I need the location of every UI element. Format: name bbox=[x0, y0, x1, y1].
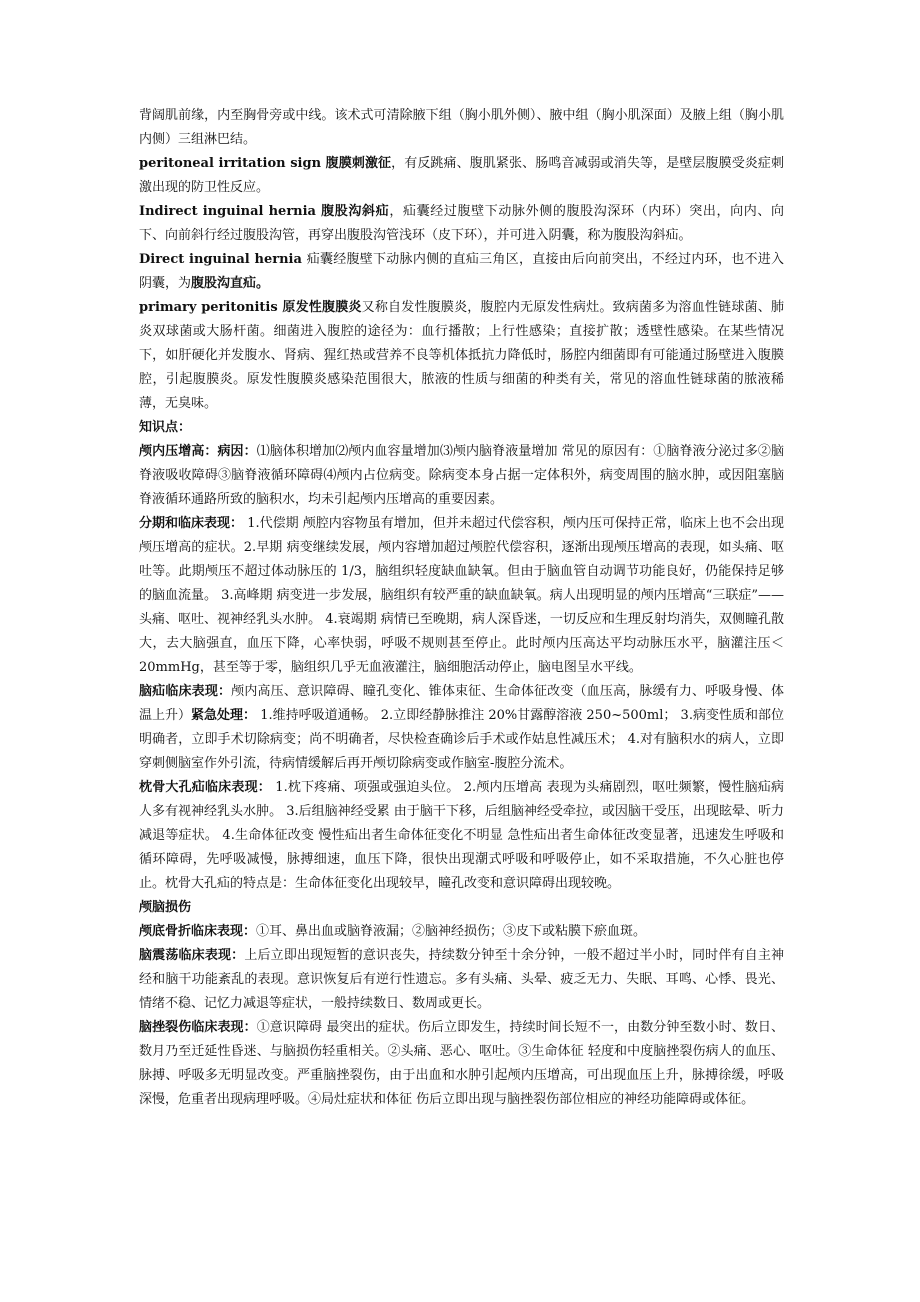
paragraph-brain-herniation: 脑疝临床表现：颅内高压、意识障碍、瞳孔变化、锥体束征、生命体征改变（血压高，脉缓有力、呼吸身慢、体温上升）紧急处理： 1.维持呼吸道通畅。 2.立即经静脉推注 20%甘露醇溶液 250~500ml； 3.病变性质和部位明确者，立即手术切除病变；尚不明确者，尽快检查确诊后手术或作姑息性减压术； 4.对有脑积水的病人，立即穿刺侧脑室作外引流，待病情缓解后再开颅切除病变或作脑室-腹腔分流术。 bbox=[139, 684, 784, 771]
term-heading: 颅底骨折临床表现： bbox=[139, 924, 257, 939]
term-heading: 枕骨大孔疝临床表现： bbox=[139, 780, 271, 795]
term-heading: 脑疝临床表现： bbox=[139, 684, 232, 699]
paragraph-peritoneal-irritation: peritoneal irritation sign 腹膜刺激征，有反跳痛、腹肌紧张、肠鸣音减弱或消失等，是壁层腹膜受炎症刺激出现的防卫性反应。 bbox=[139, 156, 784, 195]
term-heading: Indirect inguinal hernia 腹股沟斜疝 bbox=[139, 204, 390, 219]
term-heading: 脑挫裂伤临床表现： bbox=[139, 1020, 257, 1035]
term-heading: peritoneal irritation sign 腹膜刺激征 bbox=[139, 156, 392, 171]
paragraph-axillary-nodes: 背阔肌前缘，内至胸骨旁或中线。该术式可清除腋下组（胸小肌外侧）、腋中组（胸小肌深面）及腋上组（胸小肌内侧）三组淋巴结。 bbox=[139, 108, 784, 147]
section-knowledge-points: 知识点： bbox=[139, 420, 192, 435]
term-heading: 分期和临床表现： bbox=[139, 516, 244, 531]
term-heading: 颅内压增高：病因： bbox=[139, 444, 257, 459]
paragraph-direct-hernia: Direct inguinal hernia 疝囊经腹壁下动脉内侧的直疝三角区，直接由后向前突出，不经过内环，也不进入阴囊，为腹股沟直疝。 bbox=[139, 252, 784, 291]
paragraph-primary-peritonitis: primary peritonitis 原发性腹膜炎又称自发性腹膜炎，腹腔内无原发性病灶。致病菌多为溶血性链球菌、肺炎双球菌或大肠杆菌。细菌进入腹腔的途径为：血行播散；上行性感染；直接扩散；透壁性感染。在某些情况下，如肝硬化并发腹水、肾病、猩红热或营养不良等机体抵抗力降低时，肠腔内细菌即有可能通过肠壁进入腹膜腔，引起腹膜炎。原发性腹膜炎感染范围很大，脓液的性质与细菌的种类有关，常见的溶血性链球菌的脓液稀薄，无臭味。 bbox=[139, 300, 784, 411]
paragraph-icp-causes: 颅内压增高：病因：⑴脑体积增加⑵颅内血容量增加⑶颅内脑脊液量增加 常见的原因有：①脑脊液分泌过多②脑脊液吸收障碍③脑脊液循环障碍⑷颅内占位病变。除病变本身占据一定体积外，病变周围的脑水肿，或因阻塞脑脊液循环通路所致的脑积水，均未引起颅内压增高的重要因素。 bbox=[139, 444, 784, 507]
paragraph-contusion: 脑挫裂伤临床表现：①意识障碍 最突出的症状。伤后立即发生，持续时间长短不一，由数分钟至数小时、数日、数月乃至迁延性昏迷、与脑损伤轻重相关。②头痛、恶心、呕吐。③生命体征 轻度和中度脑挫裂伤病人的血压、脉搏、呼吸多无明显改变。严重脑挫裂伤，由于出血和水肿引起颅内压增高，可出现血压上升，脉搏徐缓，呼吸深慢，危重者出现病理呼吸。④局灶症状和体征 伤后立即出现与脑挫裂伤部位相应的神经功能障碍或体征。 bbox=[139, 1020, 784, 1107]
term-heading: primary peritonitis 原发性腹膜炎 bbox=[139, 300, 362, 315]
term-heading: Direct inguinal hernia bbox=[139, 252, 307, 267]
term-heading: 脑震荡临床表现： bbox=[139, 948, 245, 963]
document-page bbox=[139, 104, 784, 1112]
paragraph-skull-base-fracture: 颅底骨折临床表现：①耳、鼻出血或脑脊液漏；②脑神经损伤；③皮下或粘膜下瘀血斑。 bbox=[139, 924, 647, 939]
section-craniocerebral-injury: 颅脑损伤 bbox=[139, 900, 192, 915]
paragraph-icp-stages: 分期和临床表现： 1.代偿期 颅腔内容物虽有增加，但并未超过代偿容积，颅内压可保持正常，临床上也不会出现颅压增高的症状。2.早期 病变继续发展，颅内容增加超过颅腔代偿容积，逐渐出现颅压增高的表现，如头痛、呕吐等。此期颅压不超过体动脉压的 1/3，脑组织轻度缺血缺氧。但由于脑血管自动调节功能良好，仍能保持足够的脑血流量。 3.高峰期 病变进一步发展，脑组织有较严重的缺血缺氧。病人出现明显的颅内压增高“三联症”——头痛、呕吐、视神经乳头水肿。 4.衰竭期 病情已至晚期，病人深昏迷，一切反应和生理反射均消失，双侧瞳孔散大，去大脑强直，血压下降，心率快弱，呼吸不规则甚至停止。此时颅内压高达平均动脉压水平，脑灌注压＜20mmHg，甚至等于零，脑组织几乎无血液灌注，脑细胞活动停止，脑电图呈水平线。 bbox=[139, 516, 784, 675]
paragraph-tonsillar-herniation: 枕骨大孔疝临床表现： 1.枕下疼痛、项强或强迫头位。 2.颅内压增高 表现为头痛剧烈，呕吐频繁，慢性脑疝病人多有视神经乳头水肿。 3.后组脑神经受累 由于脑干下移，后组脑神经受牵拉，或因脑干受压，出现眩晕、听力减退等症状。 4.生命体征改变 慢性疝出者生命体征变化不明显 急性疝出者生命体征改变显著，迅速发生呼吸和循环障碍，先呼吸减慢，脉搏细速，血压下降，很快出现潮式呼吸和呼吸停止，如不采取措施，不久心脏也停止。枕骨大孔疝的特点是：生命体征变化出现较早，瞳孔改变和意识障碍出现较晚。 bbox=[139, 780, 784, 891]
paragraph-concussion: 脑震荡临床表现：上后立即出现短暂的意识丧失，持续数分钟至十余分钟，一般不超过半小时，同时伴有自主神经和脑干功能紊乱的表现。意识恢复后有逆行性遗忘。多有头痛、头晕、疲乏无力、失眠、耳鸣、心悸、畏光、情绪不稳、记忆力减退等症状，一般持续数日、数周或更长。 bbox=[139, 948, 784, 1011]
paragraph-indirect-hernia: Indirect inguinal hernia 腹股沟斜疝，疝囊经过腹壁下动脉外侧的腹股沟深环（内环）突出，向内、向下、向前斜行经过腹股沟管，再穿出腹股沟管浅环（皮下环），并可进入阴囊，称为腹股沟斜疝。 bbox=[139, 204, 784, 243]
